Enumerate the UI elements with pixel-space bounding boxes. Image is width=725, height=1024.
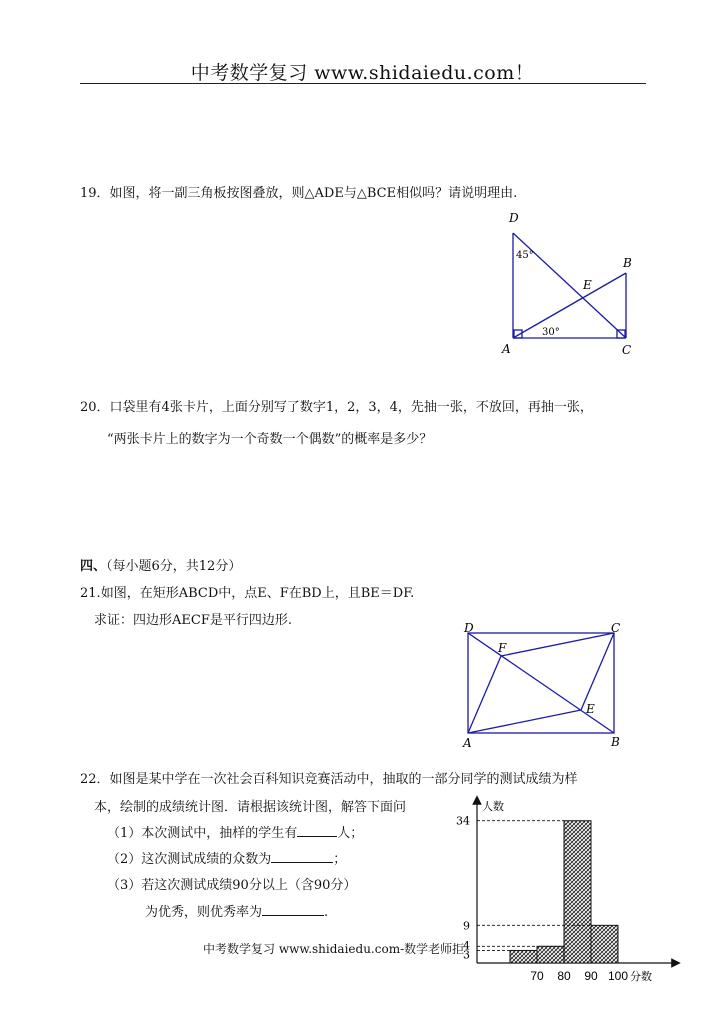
- histogram-bar-90-100: [591, 925, 618, 963]
- triangle-figure-q19: [495, 205, 645, 365]
- question-19: [80, 182, 517, 201]
- x-tick-label-90: 90: [584, 969, 598, 983]
- question-text: 如图，将一副三角板按图叠放，则△ADE与△BCE相似吗？请说明理由.: [109, 186, 518, 201]
- sub-question-text: （2）这次测试成绩的众数为: [107, 852, 272, 867]
- segment-EA: [468, 710, 581, 733]
- question-21-line-2: 求证：四边形AECF是平行四边形.: [94, 613, 292, 628]
- question-number: 19．: [80, 186, 110, 201]
- score-histogram: [440, 790, 690, 990]
- y-tick-label-3: 3: [463, 948, 470, 962]
- page-footer: 中考数学复习 www.shidaiedu.com-数学老师拒: [203, 942, 465, 956]
- label-B: B: [611, 735, 620, 749]
- label-E: E: [583, 278, 592, 292]
- question-22-line-2: 本，绘制的成绩统计图．请根据该统计图，解答下面问: [94, 800, 407, 815]
- angle-45-label: 45°: [516, 250, 534, 261]
- question-22-sub-3: （3）若这次测试成绩90分以上（含90分）: [107, 878, 357, 893]
- segment-AB: [513, 273, 626, 338]
- label-A: A: [463, 736, 472, 750]
- y-axis-label: 人数: [482, 801, 504, 813]
- question-21-line-1: [80, 582, 414, 601]
- answer-blank-1[interactable]: [297, 824, 337, 837]
- answer-blank-3[interactable]: [262, 903, 324, 916]
- rectangle-figure-q21: [460, 620, 630, 752]
- x-tick-label-80: 80: [557, 969, 571, 983]
- answer-blank-2[interactable]: [271, 850, 333, 863]
- header-divider: [80, 83, 646, 84]
- question-20-line-2: “两张卡片上的数字为一个奇数一个偶数”的概率是多少？: [107, 432, 433, 447]
- label-F: F: [498, 641, 507, 655]
- y-tick-label-4: 4: [463, 939, 470, 953]
- section-4-title: 四、: [80, 559, 107, 574]
- segment-CE: [581, 633, 614, 710]
- question-text: 如图是某中学在一次社会百科知识竞赛活动中，抽取的一部分同学的测试成绩为样: [109, 772, 578, 787]
- x-axis-label: 分数: [630, 971, 652, 983]
- segment-AF: [468, 656, 501, 733]
- y-tick-label-34: 34: [456, 814, 470, 828]
- x-tick-label-100: 100: [607, 969, 629, 983]
- histogram-bar-80-90: [564, 821, 591, 963]
- question-22-sub-2: [107, 848, 346, 867]
- label-C: C: [622, 343, 632, 357]
- sub-question-text: （1）本次测试中，抽样的学生有: [107, 826, 298, 841]
- question-22-sub-3b: [145, 901, 328, 920]
- sub-question-tail: 人；: [337, 826, 364, 841]
- sub-question-tail: ；: [333, 852, 347, 867]
- question-number: 20．: [80, 400, 110, 415]
- label-B: B: [623, 256, 632, 270]
- question-text: 如图，在矩形ABCD中，点E、F在BD上，且BE＝DF.: [100, 586, 415, 601]
- question-text: 口袋里有4张卡片，上面分别写了数字1，2，3，4，先抽一张，不放回，再抽一张，: [109, 400, 593, 415]
- histogram-bar-70-80: [537, 946, 564, 963]
- question-number: 21.: [80, 586, 101, 601]
- segment-DC: [513, 233, 626, 338]
- question-22-line-1: [80, 768, 578, 787]
- label-A: A: [502, 342, 511, 356]
- label-E: E: [586, 702, 595, 716]
- question-number: 22．: [80, 772, 110, 787]
- y-tick-label-9: 9: [463, 919, 470, 933]
- x-tick-label-70: 70: [530, 969, 544, 983]
- section-4-note: （每小题6分，共12分）: [106, 559, 242, 574]
- question-22-sub-1: [107, 822, 363, 841]
- question-20-line-1: [80, 396, 593, 415]
- label-D: D: [509, 211, 519, 225]
- section-4-heading: [80, 555, 241, 574]
- page-header-title: 中考数学复习 www.shidaiedu.com！: [190, 62, 535, 84]
- histogram-bar-60-70: [510, 950, 537, 963]
- segment-FC: [501, 633, 614, 656]
- sub-question-text: 为优秀，则优秀率为: [145, 905, 263, 920]
- angle-30-label: 30°: [542, 327, 560, 338]
- label-C: C: [611, 621, 621, 635]
- sub-question-tail: .: [324, 905, 329, 920]
- label-D: D: [464, 621, 474, 635]
